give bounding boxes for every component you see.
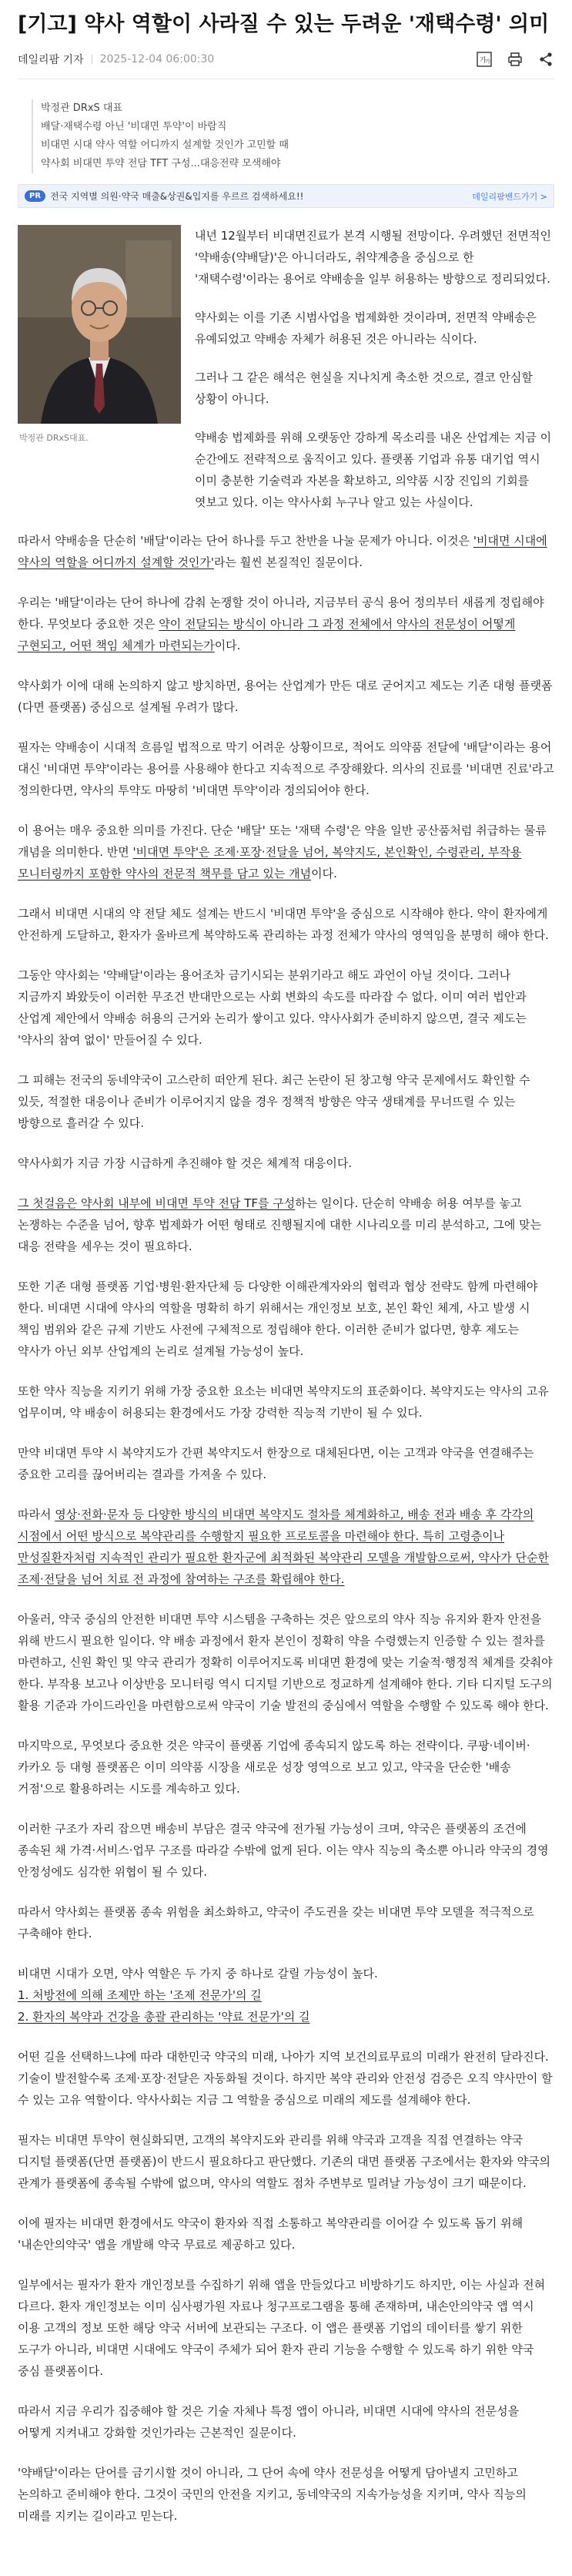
meta-left xyxy=(18,52,214,67)
text-span: 하는 일이다. 단순히 약배송 허용 여부를 놓고 논쟁하는 수준을 넘어, 향후 법제화가 어떤 형태로 진행될지에 대한 시나리오를 미리 분석하고, 그에 맞는 대응 전략을 세우는 것이 필요하다. xyxy=(18,1196,542,1254)
article-subtitles xyxy=(32,99,554,173)
text-span: 따라서 약배송을 단순히 '배달'이라는 단어 하나를 두고 찬반을 나눌 문제가 아니다. 이것은 xyxy=(18,534,473,548)
emphasis-underline: '비대면 시대에 약사의 역할을 어디까지 설계할 것인가' xyxy=(18,534,547,570)
body-paragraph: 따라서 약사회는 플랫폼 종속 위험을 최소화하고, 약국이 주도권을 갖는 비대면 투약 모델을 적극적으로 구축해야 한다. xyxy=(18,1905,534,1941)
body-paragraph: 이에 필자는 비대면 환경에서도 약국이 환자와 직접 소통하고 복약관리를 이어갈 수 있도록 돕기 위해 '내손안의약국' 앱을 개발해 약국 무료로 제공하고 있다. xyxy=(18,2216,523,2252)
body-paragraph xyxy=(18,530,554,573)
choice-list xyxy=(18,1984,554,2028)
body-paragraph xyxy=(18,1192,554,1257)
body-paragraph: 일부에서는 필자가 환자 개인정보를 수집하기 위해 앱을 만들었다고 비방하기도 하지만, 이는 사실과 전혀 다르다. 환자 개인정보는 이미 심사평가원 자료나 청구프로그램을 통해 존재하며, 내손안의약국 앱 역시 이용 고객의 정보 또한 해당 약국 서버에 보관되는 구조다. 이 앱은 플랫폼 기업의 데이터를 쌓기 위한 도구가 아니라, 비대면 시대에도 약국이 주체가 되어 환자 관리 기능을 수행할 수 있도록 하기 위한 약국 중심 플랫폼이다. xyxy=(18,2278,546,2379)
body-paragraph: 약사회가 이에 대해 논의하지 않고 방치하면, 용어는 산업계가 만든 대로 굳어지고 제도는 기존 대형 플랫폼(다면 플랫폼) 중심으로 설계될 우려가 많다. xyxy=(18,679,553,715)
pr-banner-text[interactable]: 전국 지역별 의원·약국 매출&상권&입지를 우르르 검색하세요!! xyxy=(50,191,304,203)
subtitle-line: 비대면 시대 약사 역할 어디까지 설계할 것인가 고민할 때 xyxy=(41,139,289,152)
article-lead xyxy=(18,225,554,530)
subtitle-line: 약사회 비대면 투약 전담 TFT 구성...대응전략 모색해야 xyxy=(41,158,281,170)
band-link[interactable]: 데일리팜밴드가기 > xyxy=(472,191,547,202)
svg-text:가: 가 xyxy=(480,57,487,65)
body-paragraph: 그래서 비대면 시대의 약 전달 체도 설계는 반드시 '비대면 투약'을 중심으로 시작해야 한다. 약이 환자에게 안전하게 도달하고, 환자가 올바르게 복약하도록 관리하는 과정 전체가 약사의 영역임을 분명히 해야 한다. xyxy=(18,907,549,943)
emphasis-underline: 약이 전달되는 방식이 아니라 그 과정 전체에서 약사의 전문성이 어떻게 구현되고, 어떤 책임 체계가 마련되는가 xyxy=(18,617,516,653)
text-span: 이다. xyxy=(311,867,337,881)
lead-paragraph: 약배송 법제화를 위해 오랫동안 강하게 목소리를 내온 산업계는 지금 이 순간에도 전략적으로 움직이고 있다. 플랫폼 기업과 유통 대기업 역시 이미 충분한 기술력과 자본을 확보하고, 의약품 시장 진입의 기회를 엿보고 있다. 이는 약사사회 누구나 알고 있는 사실이다. xyxy=(195,431,552,510)
body-paragraph: '약배달'이라는 단어를 금기시할 것이 아니라, 그 단어 속에 약사 전문성을 어떻게 담아낼지 고민하고 논의하고 준비해야 한다. 그것이 국민의 안전을 지키고, 동네약국의 지속가능성을 지키며, 약사 직능의 미래를 지키는 길이라고 믿는다. xyxy=(18,2466,527,2524)
list-item: 2. 환자의 복약과 건강을 총괄 관리하는 '약료 전문가'의 길 xyxy=(18,2010,310,2024)
share-icon[interactable] xyxy=(537,51,554,68)
body-paragraph: 아울러, 약국 중심의 안전한 비대면 투약 시스템을 구축하는 것은 앞으로의 약사 직능 유지와 환자 안전을 위해 반드시 필요한 일이다. 약 배송 과정에서 환자 본인이 정확히 약을 수령했는지 인증할 수 있는 절차를 마련하고, 신원 확인 및 약국 관리가 정확히 이루어지도록 비대면 환경에 맞는 기술적·행정적 체계를 갖춰야 한다. 부작용 보고나 이상반응 모니터링 역시 디지털 기반으로 정교하게 설계해야 한다. 기타 디지털 도구의 활용 기준과 가이드라인을 마련함으로써 약국이 기술 발전의 중심에서 역할을 수행할 수 있도록 해야 한다. xyxy=(18,1612,553,1713)
photo-caption: 박정관 DRxS대표. xyxy=(19,433,89,444)
body-paragraph xyxy=(18,1504,554,1590)
body-paragraph xyxy=(18,820,554,884)
body-paragraph: 또한 약사 직능을 지키기 위해 가장 중요한 요소는 비대면 복약지도의 표준화이다. 복약지도는 약사의 고유 업무이며, 약 배송이 허용되는 환경에서도 가장 강력한 직능적 기반이 될 수 있다. xyxy=(18,1384,549,1420)
body-paragraph: 필자는 약배송이 시대적 흐름일 법적으로 막기 어려운 상황이므로, 적어도 의약품 전달에 '배달'이라는 용어 대신 '비대면 투약'이라는 용어를 사용해야 한다고 지속적으로 주장해왔다. 의사의 진료를 '비대면 진료'라고 정의한다면, 약사의 투약도 마땅히 '비대면 투약'이라 정의되어야 한다. xyxy=(18,740,554,798)
emphasis-underline: '비대면 투약'은 조제·포장·전달을 넘어, 복약지도, 본인확인, 수령관리, 부작용 모니터링까지 포함한 약사의 전문적 책무를 담고 있는 개념 xyxy=(18,845,522,881)
print-icon[interactable] xyxy=(507,51,523,68)
article-headline: [기고] 약사 역할이 사라질 수 있는 두려운 '재택수령' 의미 xyxy=(18,12,550,36)
text-span: 따라서 xyxy=(18,1508,55,1522)
body-paragraph: 만약 비대면 투약 시 복약지도가 간편 복약지도서 한장으로 대체된다면, 이는 고객과 약국을 연결해주는 중요한 고리를 끊어버리는 결과를 가져올 수 있다. xyxy=(18,1446,534,1482)
text-span: 우리는 '배달'이라는 단어 하나에 감춰 논쟁할 것이 아니라, 지금부터 공식 용어 정의부터 새롭게 정립해야 한다. 무엇보다 중요한 것은 xyxy=(18,595,544,632)
body-paragraph: 비대면 시대가 오면, 약사 역할은 두 가지 중 하나로 갈릴 가능성이 높다. xyxy=(18,1967,378,1981)
body-paragraph: 필자는 비대면 투약이 현실화되면, 고객의 복약지도와 관리를 위해 약국과 고객을 직접 연결하는 약국 디지털 플랫폼(단면 플랫폼)이 반드시 필요하다고 판단했다. 기존의 대면 플랫폼 구조에서는 환자와 약국의 관계가 플랫폼에 종속될 수밖에 없으며, 약사의 역할도 점차 주변부로 밀려날 가능성이 크기 때문이다. xyxy=(18,2133,550,2191)
body-paragraph: 마지막으로, 무엇보다 중요한 것은 약국이 플랫폼 기업에 종속되지 않도록 하는 전략이다. 쿠팡·네이버·카카오 등 대형 플랫폼은 이미 의약품 시장을 새로운 성장 영역으로 보고 있고, 약국을 단순한 '배송 거점'으로 활용하려는 시도를 계속하고 있다. xyxy=(18,1739,530,1796)
body-paragraph xyxy=(18,592,554,656)
emphasis-underline: 영상·전화·문자 등 다양한 방식의 비대면 복약지도 절차를 체계화하고, 배송 전과 배송 후 각각의 시점에서 어떤 방식으로 복약관리를 수행할지 필요한 프로토콜을 마련해야 한다. 특히 고령층이나 만성질환자처럼 지속적인 관리가 필요한 환자군에 최적화된 복약관리 모델을 개발함으로써, 약사가 단순한 조제·전달을 넘어 치료 전 과정에 참여하는 구조를 확립해야 한다. xyxy=(18,1508,550,1587)
article-body xyxy=(18,530,554,2527)
body-paragraph: 그 피해는 전국의 동네약국이 고스란히 떠안게 된다. 최근 논란이 된 창고형 약국 문제에서도 확인할 수 있듯, 적절한 대응이나 준비가 이루어지지 않을 경우 정책적 방향은 약국 생태계를 무너뜨릴 수 있는 방향으로 흘러갈 수 있다. xyxy=(18,1073,530,1131)
article-tools xyxy=(476,51,554,68)
body-paragraph: 어떤 길을 선택하느냐에 따라 대한민국 약국의 미래, 나아가 지역 보건의료무료의 미래가 완전히 달라진다. 기술이 발전할수록 조제·포장·전달은 자동화될 것이다. 하지만 복약 관리와 안전성 검증은 오직 약사만이 할 수 있는 고유 역할이다. 약사사회는 지금 그 역할을 중심으로 미래의 제도를 설계해야 한다. xyxy=(18,2050,553,2108)
subtitle-line: 배달·재택수령 아닌 '비대면 투약'이 바람직 xyxy=(41,121,227,133)
subtitle-line: 박정관 DRxS 대표 xyxy=(41,102,123,115)
text-span: 이 용어는 매우 중요한 의미를 가진다. 단순 '배달' 또는 '재택 수령'은 약을 일반 공산품처럼 취급하는 물류 개념을 의미한다. 반면 xyxy=(18,823,547,860)
article-meta xyxy=(18,51,554,79)
author-photo xyxy=(18,225,181,424)
body-paragraph: 따라서 지금 우리가 집중해야 할 것은 기술 자체나 특정 앱이 아니라, 비대면 시대에 약사의 전문성을 어떻게 지켜내고 강화할 것인가라는 근본적인 질문이다. xyxy=(18,2404,520,2440)
text-span: 이다. xyxy=(214,639,241,653)
body-paragraph: 그동안 약사회는 '약배달'이라는 용어조차 금기시되는 분위기라고 해도 과언이 아닐 것이다. 그러나 지금까지 봐왔듯이 이러한 무조건 반대만으로는 사회 변화의 속도를 따라잡 수 없다. 이미 여러 법안과 산업계 제안에서 약배송 허용의 근거와 논리가 쌓이고 있다. 약사사회가 준비하지 않으면, 결국 제도는 '약사의 참여 없이' 만들어질 수 있다. xyxy=(18,968,527,1048)
body-paragraph: 또한 기존 대형 플랫폼 기업·병원·환자단체 등 다양한 이해관계자와의 협력과 협상 전략도 함께 마련해야 한다. 비대면 시대에 약사의 역할을 명확히 하기 위해서는 개인정보 보호, 본인 확인 체계, 사고 발생 시 책임 범위와 같은 규제 기반도 사전에 구체적으로 정립해야 한다. 이러한 준비가 없다면, 향후 제도는 약사가 아닌 외부 산업계의 논리로 설계될 가능성이 높다. xyxy=(18,1280,538,1359)
author-photo-box xyxy=(18,225,181,530)
text-span: 라는 훨씬 본질적인 질문이다. xyxy=(214,555,363,570)
author-name: 데일리팜 기자 xyxy=(18,54,84,67)
font-size-icon[interactable] xyxy=(476,51,493,68)
lead-paragraph: 내년 12월부터 비대면진료가 본격 시행될 전망이다. 우려했던 전면적인 '약배송(약배달)'은 아니더라도, 취약계층을 중심으로 한 '재택수령'이라는 용어로 약배송을 일부 허용하는 방향으로 정리되었다. xyxy=(195,229,551,287)
body-paragraph: 약사사회가 지금 가장 시급하게 추진해야 할 것은 체계적 대응이다. xyxy=(18,1156,353,1171)
body-paragraph: 이러한 구조가 자리 잡으면 배송비 부담은 결국 약국에 전가될 가능성이 크며, 약국은 플랫폼의 조건에 종속된 채 가격·서비스·업무 구조를 따라갈 수밖에 없게 된다. 이는 약사 직능의 축소뿐 아니라 약국의 경영 안정성에도 심각한 위협이 될 수 있다. xyxy=(18,1822,549,1880)
lead-paragraph: 그러나 그 같은 해석은 현실을 지나치게 축소한 것으로, 결코 안심할 상황이 아니다. xyxy=(195,371,533,407)
pr-banner[interactable] xyxy=(18,184,554,208)
publish-date: 2025-12-04 06:00:30 xyxy=(99,53,215,66)
lead-text xyxy=(195,225,554,530)
lead-paragraph: 약사회는 이를 기존 시범사업을 법제화한 것이라며, 전면적 약배송은 유예되었고 약배송 자체가 허용된 것은 아니라는 식이다. xyxy=(195,310,537,347)
emphasis-underline: 그 첫걸음은 약사회 내부에 비대면 투약 전담 TF를 구성 xyxy=(18,1196,296,1211)
list-item: 1. 처방전에 의해 조제만 하는 '조제 전문가'의 길 xyxy=(18,1988,262,2003)
svg-text:가: 가 xyxy=(485,59,490,65)
pr-badge: PR xyxy=(25,190,45,202)
